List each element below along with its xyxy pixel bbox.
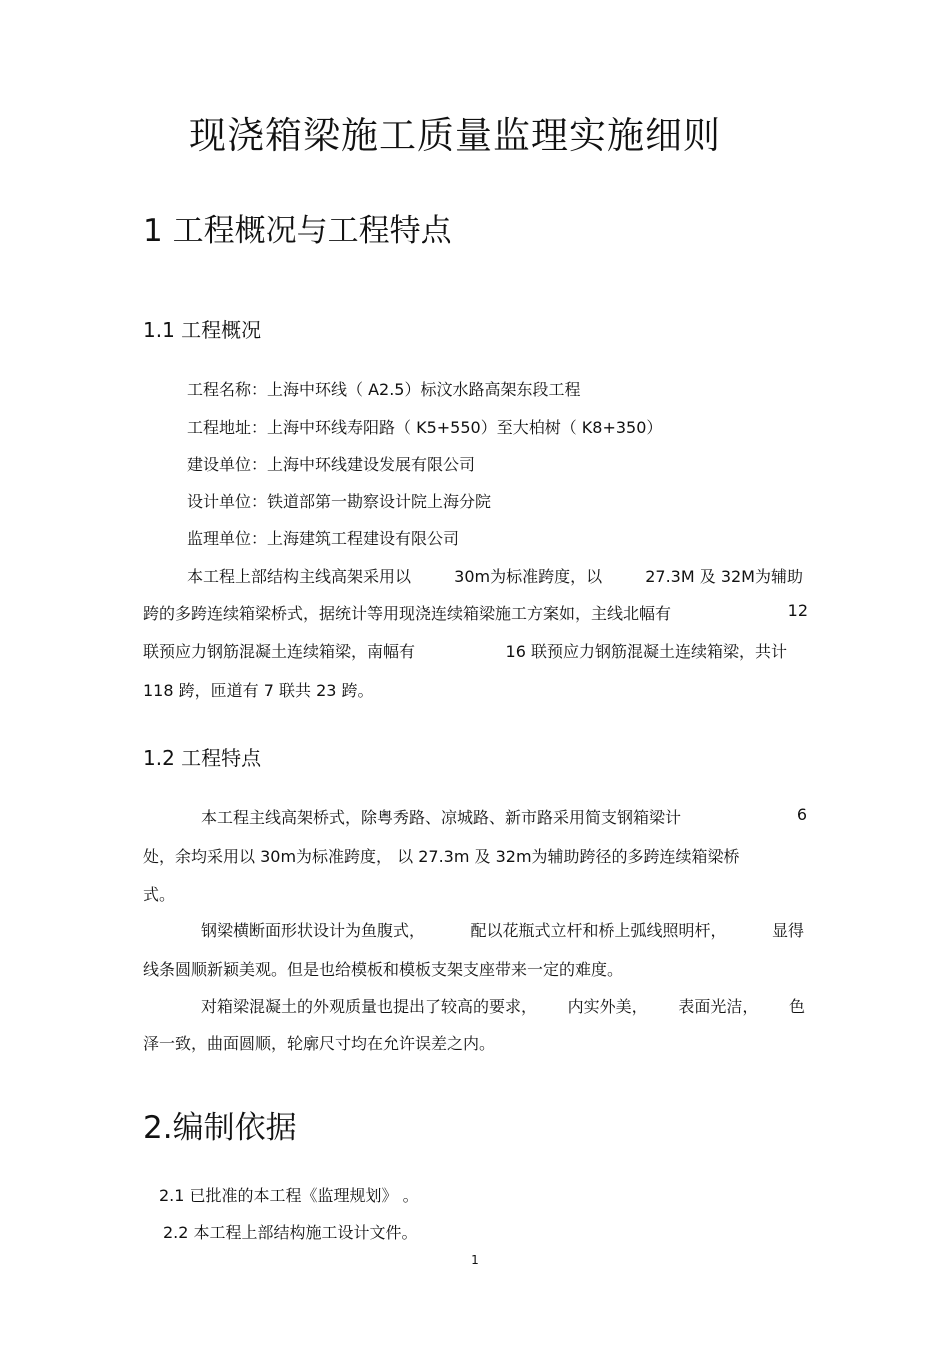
- page-number: 1: [471, 1253, 479, 1267]
- text-segment: 12: [787, 601, 808, 620]
- text-segment: 对箱梁混凝土的外观质量也提出了较高的要求，: [201, 997, 538, 1016]
- features-paragraph-line: 式。: [143, 885, 176, 904]
- text-segment: 本工程上部结构主线高架采用以: [187, 567, 412, 586]
- features-paragraph-line: [201, 805, 807, 828]
- overview-paragraph-line: [143, 639, 787, 662]
- overview-paragraph-line: [187, 564, 803, 587]
- section-1-1-heading: 1.1 工程概况: [143, 318, 262, 342]
- text-segment: 钢梁横断面形状设计为鱼腹式，: [201, 921, 426, 940]
- project-name-line: 工程名称：上海中环线（ A2.5）标汶水路高架东段工程: [187, 380, 581, 399]
- document-title: 现浇箱梁施工质量监理实施细则: [189, 114, 721, 157]
- text-segment: 30m为标准跨度，以: [454, 567, 603, 586]
- text-segment: 27.3M 及 32M为辅助: [645, 567, 803, 586]
- features-paragraph-line: [201, 918, 804, 941]
- basis-item: 2.1 已批准的本工程《监理规划》 。: [159, 1186, 419, 1205]
- features-paragraph-line: 线条圆顺新颖美观。但是也给模板和模板支架支座带来一定的难度。: [143, 960, 624, 979]
- text-segment: 内实外美，: [567, 997, 648, 1016]
- project-address-line: 工程地址：上海中环线寿阳路（ K5+550）至大柏树（ K8+350）: [187, 418, 663, 437]
- construction-unit-line: 建设单位：上海中环线建设发展有限公司: [187, 455, 476, 474]
- text-segment: 6: [796, 805, 807, 824]
- supervision-unit-line: 监理单位：上海建筑工程建设有限公司: [187, 529, 460, 548]
- basis-item: 2.2 本工程上部结构施工设计文件。: [163, 1223, 418, 1242]
- text-segment: 本工程主线高架桥式，除粤秀路、凉城路、新市路采用简支钢箱梁计: [201, 808, 682, 827]
- text-segment: 联预应力钢筋混凝土连续箱梁，南幅有: [143, 642, 416, 661]
- text-segment: 跨的多跨连续箱梁桥式，据统计等用现浇连续箱梁施工方案如，主线北幅有: [143, 604, 672, 623]
- section-2-heading: 2.编制依据: [143, 1110, 297, 1146]
- overview-paragraph-line: [143, 601, 808, 624]
- features-paragraph-line: [201, 994, 805, 1017]
- section-1-heading: 1 工程概况与工程特点: [143, 213, 452, 249]
- features-paragraph-line: 泽一致，曲面圆顺，轮廓尺寸均在允许误差之内。: [143, 1034, 496, 1053]
- text-segment: 色: [788, 997, 805, 1016]
- section-1-2-heading: 1.2 工程特点: [143, 746, 262, 770]
- design-unit-line: 设计单位：铁道部第一勘察设计院上海分院: [187, 492, 492, 511]
- text-segment: 16 联预应力钢筋混凝土连续箱梁，共计: [505, 642, 787, 661]
- features-paragraph-line: 处，余均采用以 30m为标准跨度， 以 27.3m 及 32m为辅助跨径的多跨连续箱梁桥: [143, 847, 740, 866]
- text-segment: 显得: [771, 921, 804, 940]
- overview-paragraph-line: 118 跨，匝道有 7 联共 23 跨。: [143, 681, 374, 700]
- text-segment: 表面光洁，: [678, 997, 759, 1016]
- text-segment: 配以花瓶式立杆和桥上弧线照明杆，: [470, 921, 727, 940]
